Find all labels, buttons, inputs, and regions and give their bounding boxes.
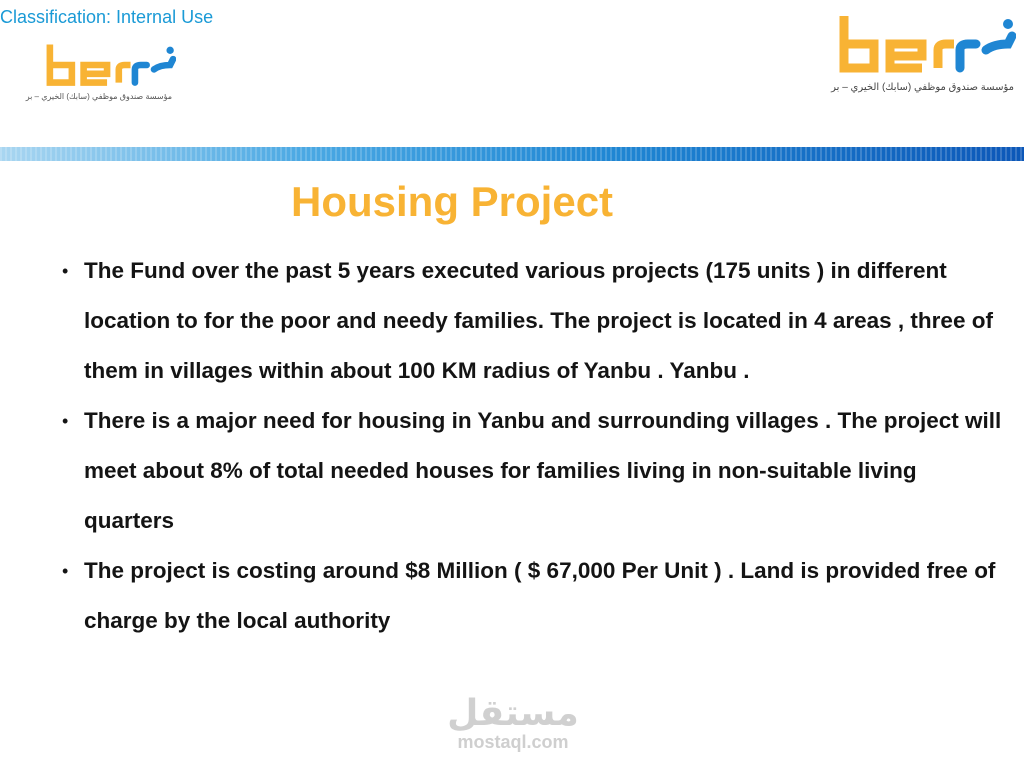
bullet-item bbox=[62, 546, 1004, 646]
bullet-dot-icon: • bbox=[62, 561, 69, 581]
logo-small-tagline: مؤسسة صندوق موظفي (سابك) الخيري – بر bbox=[25, 92, 172, 101]
bullet-item bbox=[62, 396, 1004, 546]
bullet-text: The Fund over the past 5 years executed various projects (175 units ) in different location to for the poor and needy families. The project is located in 4 areas , three of them in villages within about 100 KM radius of Yanbu . Yanbu . bbox=[84, 258, 993, 383]
classification-label: Classification: Internal Use bbox=[0, 7, 214, 27]
bullet-text: There is a major need for housing in Yanbu and surrounding villages . The project will meet about 8% of total needed houses for families living in non-suitable living quarters bbox=[84, 408, 1002, 533]
berr-logo-small bbox=[25, 40, 176, 106]
bullet-list bbox=[62, 246, 1004, 646]
berr-logo-large bbox=[831, 10, 1016, 100]
berr-logo-icon bbox=[836, 10, 1016, 78]
bullet-item bbox=[62, 246, 1004, 396]
slide-title: Housing Project bbox=[291, 178, 614, 225]
watermark bbox=[446, 694, 580, 752]
berr-logo-icon bbox=[44, 40, 176, 90]
header-divider-band bbox=[0, 147, 1024, 161]
watermark-arabic: مستقل bbox=[447, 692, 579, 733]
watermark-latin: mostaql.com bbox=[457, 732, 569, 752]
bullet-dot-icon: • bbox=[62, 411, 69, 431]
logo-large-tagline: مؤسسة صندوق موظفي (سابك) الخيري – بر bbox=[831, 82, 1014, 93]
bullet-text: The project is costing around $8 Million ( $ 67,000 Per Unit ) . Land is provided free of charge by the local authority bbox=[84, 558, 996, 633]
bullet-dot-icon: • bbox=[62, 261, 69, 281]
